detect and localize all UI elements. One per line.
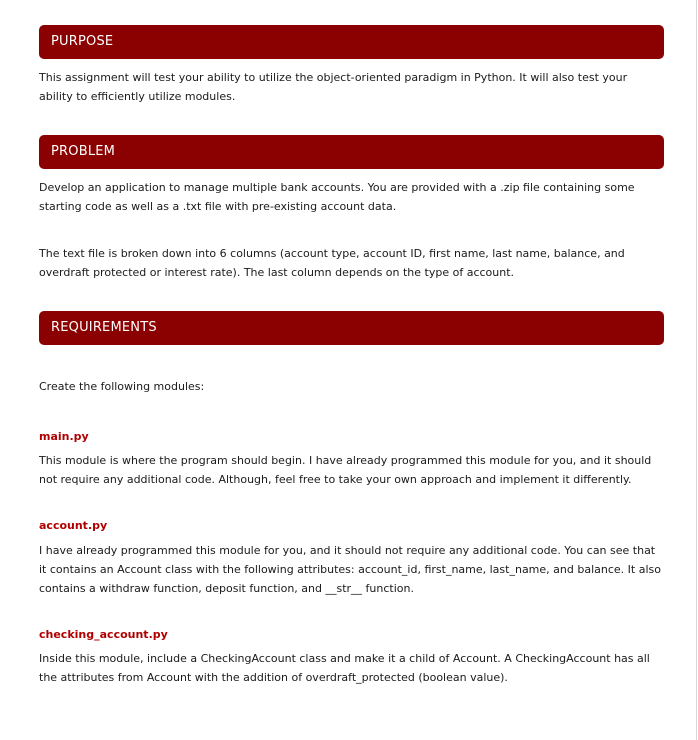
module-heading-account: account.py	[39, 519, 108, 532]
problem-section-header	[39, 135, 664, 169]
problem-paragraph-1: Develop an application to manage multiple bank accounts. You are provided with a .zip file containing some starting code as well as a .txt file with pre-existing account data.	[39, 181, 635, 213]
page-edge-divider	[696, 0, 697, 740]
purpose-paragraph: This assignment will test your ability to utilize the object-oriented paradigm in Python. It will also test your ability to efficiently utilize modules.	[39, 71, 628, 103]
purpose-title: PURPOSE	[51, 34, 114, 49]
requirements-title: REQUIREMENTS	[51, 320, 157, 335]
purpose-section-header	[39, 25, 664, 59]
problem-title: PROBLEM	[51, 144, 116, 159]
module-heading-checking-account: checking_account.py	[39, 628, 168, 641]
module-description-main: This module is where the program should begin. I have already programmed this module for you, and it should not require any additional code. Although, feel free to take your own approach and implement it differently.	[39, 454, 652, 486]
module-description-checking-account: Inside this module, include a CheckingAccount class and make it a child of Account. A CheckingAccount has all the attributes from Account with the addition of overdraft_protected (boolean value).	[39, 652, 650, 684]
requirements-section-header	[39, 311, 664, 345]
module-heading-main: main.py	[39, 430, 89, 443]
requirements-intro: Create the following modules:	[39, 380, 205, 393]
problem-paragraph-2: The text file is broken down into 6 columns (account type, account ID, first name, last name, balance, and overdraft protected or interest rate). The last column depends on the type of account.	[39, 247, 625, 279]
module-description-account: I have already programmed this module for you, and it should not require any additional code. You can see that it contains an Account class with the following attributes: account_id, first_name, last_name, and balance. It also contains a withdraw function, deposit function, and __str__ function.	[39, 544, 661, 595]
